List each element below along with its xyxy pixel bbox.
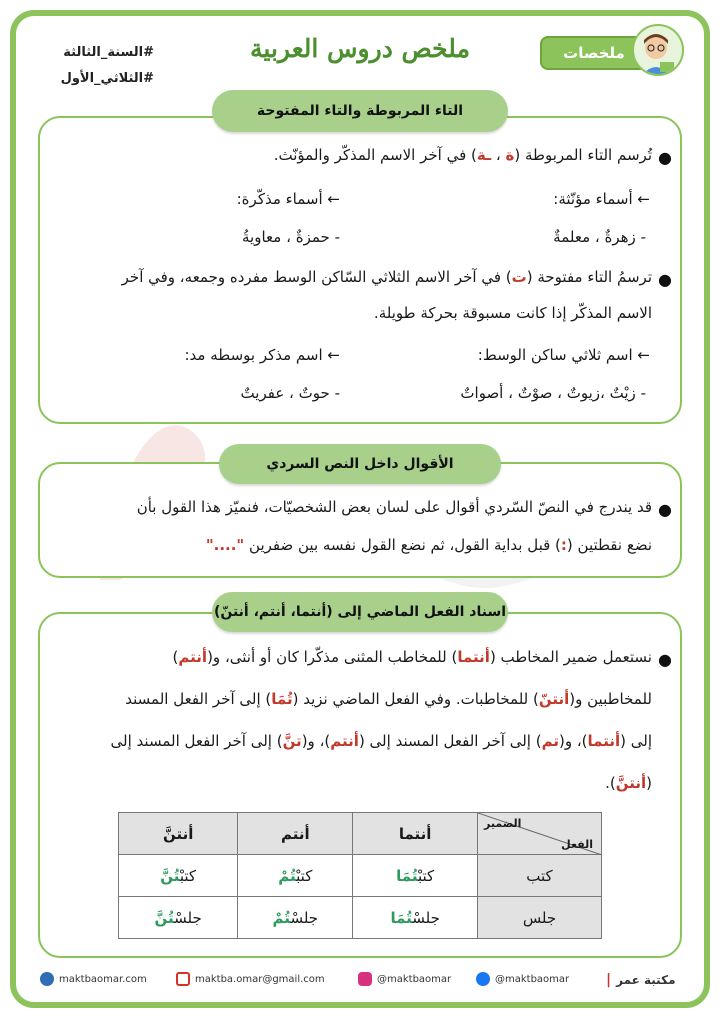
triliteral-examples: - زيْتٌ ،زيوتٌ ، صوْتٌ ، أصواتٌ: [460, 384, 646, 402]
footer-logo: | مكتبة عمر: [606, 972, 676, 988]
masculine-nouns-label: ← أسماء مذكّرة:: [236, 190, 340, 208]
facebook-icon: [476, 972, 490, 986]
table-row: [119, 855, 602, 897]
page-title: ملخص دروس العربية: [250, 34, 470, 63]
globe-icon: [40, 972, 54, 986]
rule-ta-marbuta: تُرسم التاء المربوطة (ة ، ـة) في آخر الاسم المذكّر والمؤنّث.: [273, 146, 652, 164]
past-verb-rule-line1: نستعمل ضمير المخاطب (أنتما) للمخاطب المثنى مذكّرا كان أو أنثى، و(أنتم): [172, 648, 652, 666]
conjugation-cell: جلسْتُنَّ: [119, 897, 238, 939]
conjugation-cell: كتبْتُمْ: [238, 855, 353, 897]
pronoun-header: الضمير: [484, 817, 522, 830]
table-corner-cell: [478, 813, 602, 855]
past-verb-rule-line4: (أنتنَّ).: [605, 774, 652, 792]
section-ta-marbuta: [38, 116, 682, 424]
conjugation-table: [118, 812, 602, 939]
summary-badge-area: [524, 24, 684, 78]
section-title-ta-marbuta: التاء المربوطة والتاء المفتوحة: [212, 90, 508, 132]
rule-ta-maftuha-line2: الاسم المذكّر إذا كانت مسبوقة بحركة طويلة.: [373, 304, 652, 322]
footer-email[interactable]: maktba.omar@gmail.com: [176, 972, 325, 986]
gmail-icon: [176, 972, 190, 986]
conjugation-cell: جلسْتُمْ: [238, 897, 353, 939]
bullet-icon: ●: [658, 148, 672, 167]
conjugation-cell: كتبْتُنَّ: [119, 855, 238, 897]
verb-cell: جلس: [478, 897, 602, 939]
hashtags: [34, 40, 154, 92]
student-avatar-icon: [632, 24, 684, 76]
long-vowel-label: ← اسم مذكر بوسطه مد:: [184, 346, 340, 364]
long-vowel-examples: - حوتٌ ، عفريتٌ: [240, 384, 340, 402]
footer-facebook[interactable]: @maktbaomar: [476, 972, 569, 986]
section-title-narrative-speech: الأقوال داخل النص السردي: [219, 444, 501, 484]
narrative-rule-line2: نضع نقطتين (:) قبل بداية القول، ثم نضع القول نفسه بين ضفرين "....": [205, 536, 652, 554]
bullet-icon: ●: [658, 500, 672, 519]
narrative-rule-line1: قد يندرج في النصّ السّردي أقوال على لسان بعض الشخصيّات، فنميّز هذا القول بأن: [136, 498, 652, 516]
footer: [40, 972, 680, 994]
footer-instagram[interactable]: @maktbaomar: [358, 972, 451, 986]
triliteral-label: ← اسم ثلاثي ساكن الوسط:: [477, 346, 650, 364]
verb-header: الفعل: [561, 838, 593, 851]
table-row: [119, 897, 602, 939]
bullet-icon: ●: [658, 270, 672, 289]
conjugation-cell: جلسْتُمَا: [353, 897, 478, 939]
past-verb-rule-line3: إلى (أنتما)، و(تم) إلى آخر الفعل المسند إلى (أنتم)، و(تنَّ) إلى آخر الفعل المسند إلى: [110, 732, 652, 750]
section-title-past-verb: اسناد الفعل الماضي إلى (أنتما، أنتم، أنتنّ): [212, 592, 508, 632]
footer-website[interactable]: maktbaomar.com: [40, 972, 147, 986]
table-header-row: [119, 813, 602, 855]
column-header: أنتما: [353, 813, 478, 855]
past-verb-rule-line2: للمخاطبين و(أنتنّ) للمخاطبات. وفي الفعل الماضي نزيد (تُمَا) إلى آخر الفعل المسند: [125, 690, 652, 708]
separator-icon: |: [606, 972, 612, 988]
summary-badge: ملخصات: [540, 36, 648, 70]
verb-cell: كتب: [478, 855, 602, 897]
feminine-nouns-examples: - زهرةٌ ، معلمةٌ: [553, 228, 646, 246]
hashtag-year: #السنة_الثالثة: [63, 45, 154, 60]
conjugation-cell: كتبْتُمَا: [353, 855, 478, 897]
column-header: أنتم: [238, 813, 353, 855]
masculine-nouns-examples: - حمزةٌ ، معاويةُ: [242, 228, 340, 246]
bullet-icon: ●: [658, 650, 672, 669]
hashtag-term: #الثلاثي_الأول: [60, 71, 154, 86]
instagram-icon: [358, 972, 372, 986]
column-header: أنتنَّ: [119, 813, 238, 855]
rule-ta-maftuha-line1: ترسمُ التاء مفتوحة (ت) في آخر الاسم الثلاثي السّاكن الوسط مفرده وجمعه، وفي آخر: [121, 268, 652, 286]
feminine-nouns-label: ← أسماء مؤنّثة:: [553, 190, 650, 208]
